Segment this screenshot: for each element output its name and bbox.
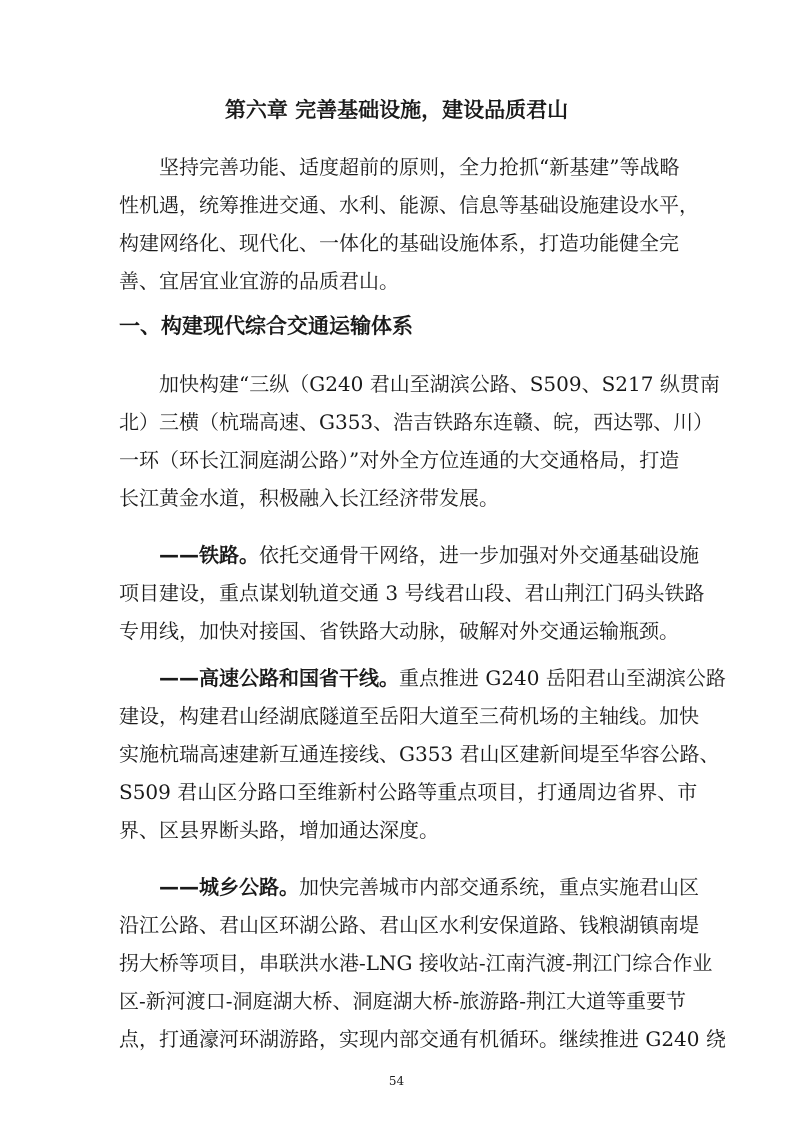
text-line: 专用线，加快对接国、省铁路大动脉，破解对外交通运输瓶颈。 [119, 619, 679, 643]
intro-paragraph [119, 148, 699, 300]
text-line: 点，打通濠河环湖游路，实现内部交通有机循环。继续推进 G240 绕 [119, 1027, 726, 1051]
text-line: 北）三横（杭瑞高速、G353、浩吉铁路东连赣、皖，西达鄂、川） [119, 410, 714, 434]
text-span: 重点推进 G240 岳阳君山至湖滨公路 [399, 666, 726, 690]
text-line: 界、区县界断头路，增加通达深度。 [119, 818, 439, 842]
text-span: 加快完善城市内部交通系统，重点实施君山区 [299, 875, 699, 899]
text-line: 善、宜居宜业宜游的品质君山。 [119, 269, 399, 293]
chapter-title: 第六章 完善基础设施，建设品质君山 [224, 98, 569, 122]
highway-paragraph [119, 659, 726, 849]
text-span: 依托交通骨干网络，进一步加强对外交通基础设施 [259, 543, 699, 567]
text-line: S509 君山区分路口至维新村公路等重点项目，打通周边省界、市 [119, 780, 698, 804]
section-heading: 一、构建现代综合交通运输体系 [119, 314, 413, 338]
text-line: 实施杭瑞高速建新互通连接线、G353 君山区建新间堤至华容公路、 [119, 742, 720, 766]
overview-paragraph [119, 365, 720, 517]
railway-paragraph [119, 536, 705, 650]
text-line: 区-新河渡口-洞庭湖大桥、洞庭湖大桥-旅游路-荆江大道等重要节 [119, 989, 687, 1013]
text-line [119, 868, 699, 906]
text-line: 长江黄金水道，积极融入长江经济带发展。 [119, 486, 499, 510]
text-line [119, 659, 726, 697]
text-line: 沿江公路、君山区环湖公路、君山区水利安保道路、钱粮湖镇南堤 [119, 913, 699, 937]
text-line: 项目建设，重点谋划轨道交通 3 号线君山段、君山荆江门码头铁路 [119, 581, 705, 605]
text-line: 构建网络化、现代化、一体化的基础设施体系，打造功能健全完 [119, 231, 679, 255]
text-line: 性机遇，统筹推进交通、水利、能源、信息等基础设施建设水平， [119, 193, 699, 217]
urban-rural-paragraph [119, 868, 726, 1058]
text-line: 坚持完善功能、适度超前的原则，全力抢抓“新基建”等战略 [159, 155, 680, 179]
railway-lead: ——铁路。 [159, 543, 259, 567]
text-line [119, 536, 699, 574]
highway-lead: ——高速公路和国省干线。 [159, 666, 399, 690]
urban-rural-lead: ——城乡公路。 [159, 875, 299, 899]
page-number: 54 [388, 1074, 405, 1088]
text-line: 加快构建“三纵（G240 君山至湖滨公路、S509、S217 纵贯南 [159, 372, 720, 396]
text-line: 一环（环长江洞庭湖公路）”对外全方位连通的大交通格局，打造 [119, 448, 680, 472]
text-line: 拐大桥等项目，串联洪水港-LNG 接收站-江南汽渡-荆江门综合作业 [119, 951, 713, 975]
text-line: 建设，构建君山经湖底隧道至岳阳大道至三荷机场的主轴线。加快 [119, 704, 699, 728]
